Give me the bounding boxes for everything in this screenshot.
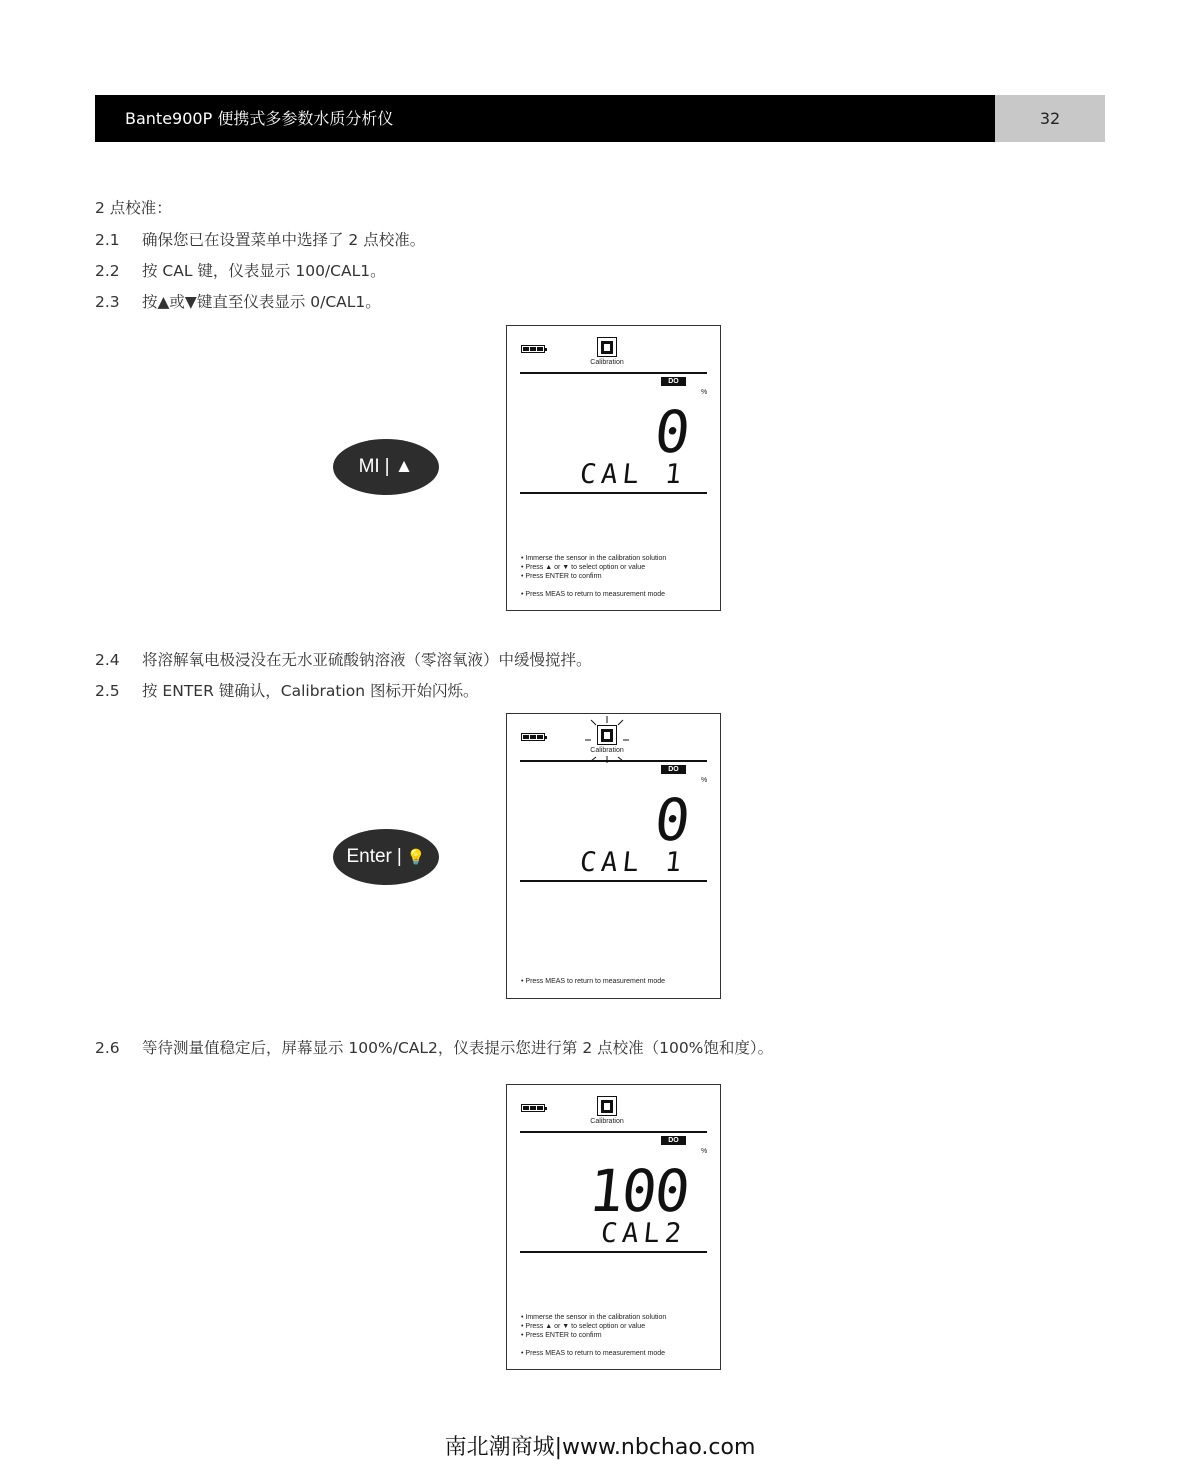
step-number: 2.4 bbox=[95, 651, 120, 669]
lcd-display-step-2-6 bbox=[506, 1084, 721, 1370]
do-badge: DO bbox=[661, 765, 686, 774]
calibration-icon bbox=[597, 725, 617, 745]
calibration-label: Calibration bbox=[590, 1118, 624, 1125]
page-header bbox=[95, 95, 1105, 142]
calibration-icon bbox=[597, 1096, 617, 1116]
step-line bbox=[95, 648, 592, 670]
enter-button[interactable]: Enter | 💡 bbox=[333, 829, 439, 885]
hint-list bbox=[521, 1313, 666, 1358]
section-title: 2 点校准： bbox=[95, 199, 172, 217]
hint-line: • Press MEAS to return to measurement mode bbox=[521, 1350, 666, 1357]
do-badge: DO bbox=[661, 377, 686, 386]
calibration-label: Calibration bbox=[590, 359, 624, 366]
step-line bbox=[95, 679, 479, 701]
step-text: 按 CAL 键，仪表显示 100/CAL1。 bbox=[142, 262, 386, 280]
calibration-icon bbox=[597, 337, 617, 357]
do-badge: DO bbox=[661, 1136, 686, 1145]
step-number: 2.2 bbox=[95, 262, 120, 280]
divider bbox=[520, 1131, 707, 1133]
cal-point-label: CAL2 bbox=[599, 1218, 688, 1249]
divider bbox=[520, 1251, 707, 1253]
manual-title: Bante900P 便携式多参数水质分析仪 bbox=[95, 95, 995, 142]
step-number: 2.3 bbox=[95, 293, 120, 311]
step-text: 等待测量值稳定后，屏幕显示 100%/CAL2，仪表提示您进行第 2 点校准（100%饱和度）。 bbox=[142, 1039, 774, 1057]
hint-line: • Press MEAS to return to measurement mode bbox=[521, 978, 666, 985]
battery-icon bbox=[521, 733, 545, 741]
step-line bbox=[95, 290, 381, 312]
main-reading: 0 bbox=[651, 786, 692, 854]
main-reading: 0 bbox=[651, 398, 692, 466]
cal-point-label: CAL 1 bbox=[578, 847, 688, 878]
lcd-display-step-2-5 bbox=[506, 713, 721, 999]
step-text: 按 ENTER 键确认，Calibration 图标开始闪烁。 bbox=[142, 682, 479, 700]
step-number: 2.6 bbox=[95, 1039, 120, 1057]
step-line bbox=[95, 259, 386, 281]
divider bbox=[520, 492, 707, 494]
battery-icon bbox=[521, 1104, 545, 1112]
step-text: 确保您已在设置菜单中选择了 2 点校准。 bbox=[142, 231, 426, 249]
step-number: 2.5 bbox=[95, 682, 120, 700]
hint-line: • Immerse the sensor in the calibration solution bbox=[521, 555, 667, 562]
hint-line: • Press MEAS to return to measurement mode bbox=[521, 591, 666, 598]
hint-line: • Press ▲ or ▼ to select option or value bbox=[521, 1323, 646, 1330]
hint-line: • Press ENTER to confirm bbox=[521, 1332, 602, 1339]
divider bbox=[520, 760, 707, 762]
hint-line: • Press ENTER to confirm bbox=[521, 573, 602, 580]
hint-line: • Press ▲ or ▼ to select option or value bbox=[521, 564, 646, 571]
mi-label: MI bbox=[358, 456, 380, 477]
main-reading: 100 bbox=[585, 1157, 692, 1225]
enter-label: Enter bbox=[346, 846, 392, 867]
up-arrow-icon: ▲ bbox=[394, 456, 414, 477]
hint-line: • Immerse the sensor in the calibration solution bbox=[521, 1314, 667, 1321]
page-number: 32 bbox=[995, 95, 1105, 142]
step-text: 将溶解氧电极浸没在无水亚硫酸钠溶液（零溶氧液）中缓慢搅拌。 bbox=[142, 651, 592, 669]
cal-point-label: CAL 1 bbox=[578, 459, 688, 490]
footer-watermark: 南北潮商城|www.nbchao.com bbox=[444, 1435, 756, 1460]
step-number: 2.1 bbox=[95, 231, 120, 249]
divider bbox=[520, 372, 707, 374]
step-line bbox=[95, 228, 425, 250]
unit-label: % bbox=[701, 777, 708, 784]
hint-list bbox=[521, 554, 666, 599]
calibration-label: Calibration bbox=[590, 747, 624, 754]
unit-label: % bbox=[701, 1148, 708, 1155]
step-line bbox=[95, 1036, 773, 1058]
divider bbox=[520, 880, 707, 882]
battery-icon bbox=[521, 345, 545, 353]
lcd-display-step-2-3 bbox=[506, 325, 721, 611]
lightbulb-icon: 💡 bbox=[406, 849, 426, 866]
step-text: 按▲或▼键直至仪表显示 0/CAL1。 bbox=[142, 293, 381, 311]
unit-label: % bbox=[701, 389, 708, 396]
mi-up-button[interactable]: MI | ▲ bbox=[333, 439, 439, 495]
